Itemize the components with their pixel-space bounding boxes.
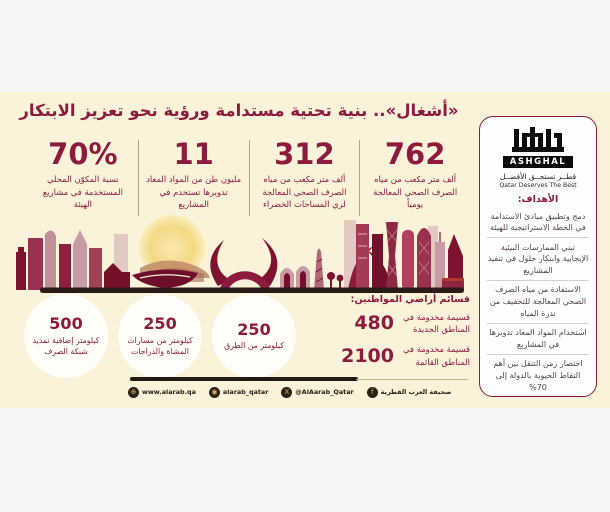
goals-header: الأهداف:	[517, 194, 559, 205]
social-handle: www.alarab.qa	[142, 388, 196, 396]
stat-value: 312	[274, 137, 335, 171]
circle-roads	[212, 294, 296, 378]
social-bar	[128, 385, 451, 399]
stat-value: 70%	[48, 137, 118, 171]
plot-value: 2100	[341, 344, 394, 367]
tagline-arabic: قطــر تستحــق الأفضــل	[499, 172, 577, 181]
plot-row-new-areas	[330, 311, 470, 335]
ashghal-wordmark: ASHGHAL	[503, 156, 573, 168]
circle-label: كيلومتر إضافية تمديد شبكة الصرف	[32, 335, 100, 356]
goal-item: استخدام المواد المعاد تدويرها في المشاريع	[487, 323, 589, 354]
ashghal-goals-panel	[479, 116, 597, 397]
stat-treated-water-daily	[360, 137, 470, 216]
goal-item: تبني الممارسات البيئية الإيجابية وابتكار حلول في تنفيذ المشاريع	[487, 237, 589, 280]
citizen-plots-section	[330, 294, 470, 376]
stat-local-component	[28, 137, 139, 216]
stat-label: نسبة المكوّن المحلي المستخدمة في مشاريع الهيئة	[42, 174, 123, 210]
ashghal-kufic-logo-icon	[512, 125, 564, 153]
plot-label: قسيمة مخدومة في المناطق القائمة	[403, 344, 470, 367]
circle-label: كيلومتر من الطرق	[224, 341, 284, 351]
stats-row	[28, 137, 470, 216]
stat-label: ألف متر مكعب من مياه الصرف الصحي المعالجة لري المساحات الخضراء	[262, 174, 347, 210]
plot-value: 480	[354, 312, 394, 335]
stat-irrigation-water	[250, 137, 361, 216]
social-handle: @AlAarab_Qatar	[295, 388, 354, 396]
goal-item: الاستفادة من مياه الصرف الصحي المعالجة للتخفيف من ندرة المياه	[487, 280, 589, 323]
plot-row-existing-areas	[330, 343, 470, 367]
social-item-instagram[interactable]	[209, 387, 268, 398]
footer-divider-thin	[356, 379, 468, 381]
tagline-english: Qatar Deserves The Best	[499, 182, 577, 189]
plots-header: قسائم أراضي المواطنين:	[350, 294, 470, 305]
social-handle: alarab_qatar	[222, 388, 269, 396]
circle-value: 250	[237, 319, 271, 339]
social-handle: صحيفة العرب القطرية	[380, 388, 452, 396]
stat-value: 11	[173, 137, 214, 171]
instagram-icon: ◉	[209, 387, 220, 398]
stat-value: 762	[384, 137, 446, 171]
doha-skyline-illustration	[14, 212, 470, 294]
globe-icon: ⊕	[128, 387, 139, 398]
goals-list	[487, 207, 589, 397]
circle-value: 500	[49, 313, 83, 333]
stat-label: مليون طن من المواد المعاد تدويرها تستخدم في المشاريع	[146, 174, 242, 210]
goal-item: اختصار زمن التنقل بين أهم النقاط الحيوية بالدولة إلى 70%	[487, 354, 589, 397]
goal-item: دمج وتطبيق مبادئ الاستدامة في الخطة الاستراتيجية للهيئة	[490, 211, 586, 233]
metric-circles	[24, 294, 296, 378]
plot-label: قسيمة مخدومة في المناطق الجديدة	[403, 312, 470, 335]
circle-label: كيلومتر من مسارات المشاة والدراجات	[127, 335, 193, 356]
stat-recycled-materials	[139, 137, 250, 216]
social-item-facebook[interactable]	[367, 387, 452, 398]
facebook-icon: f	[367, 387, 378, 398]
x-twitter-icon: X	[281, 387, 292, 398]
headline: «أشغال».. بنية تحتية مستدامة ورؤية نحو تعزيز الابتكار	[19, 101, 459, 120]
stat-label: ألف متر مكعب من مياه الصرف الصحي المعالجة يومياً	[373, 174, 458, 210]
footer-divider-thick	[130, 377, 358, 381]
social-item-website[interactable]	[128, 387, 196, 398]
circle-sewer-network	[24, 294, 108, 378]
circle-value: 250	[143, 313, 177, 333]
social-item-x-twitter[interactable]	[281, 387, 353, 398]
circle-pedestrian-cycle-paths	[118, 294, 202, 378]
